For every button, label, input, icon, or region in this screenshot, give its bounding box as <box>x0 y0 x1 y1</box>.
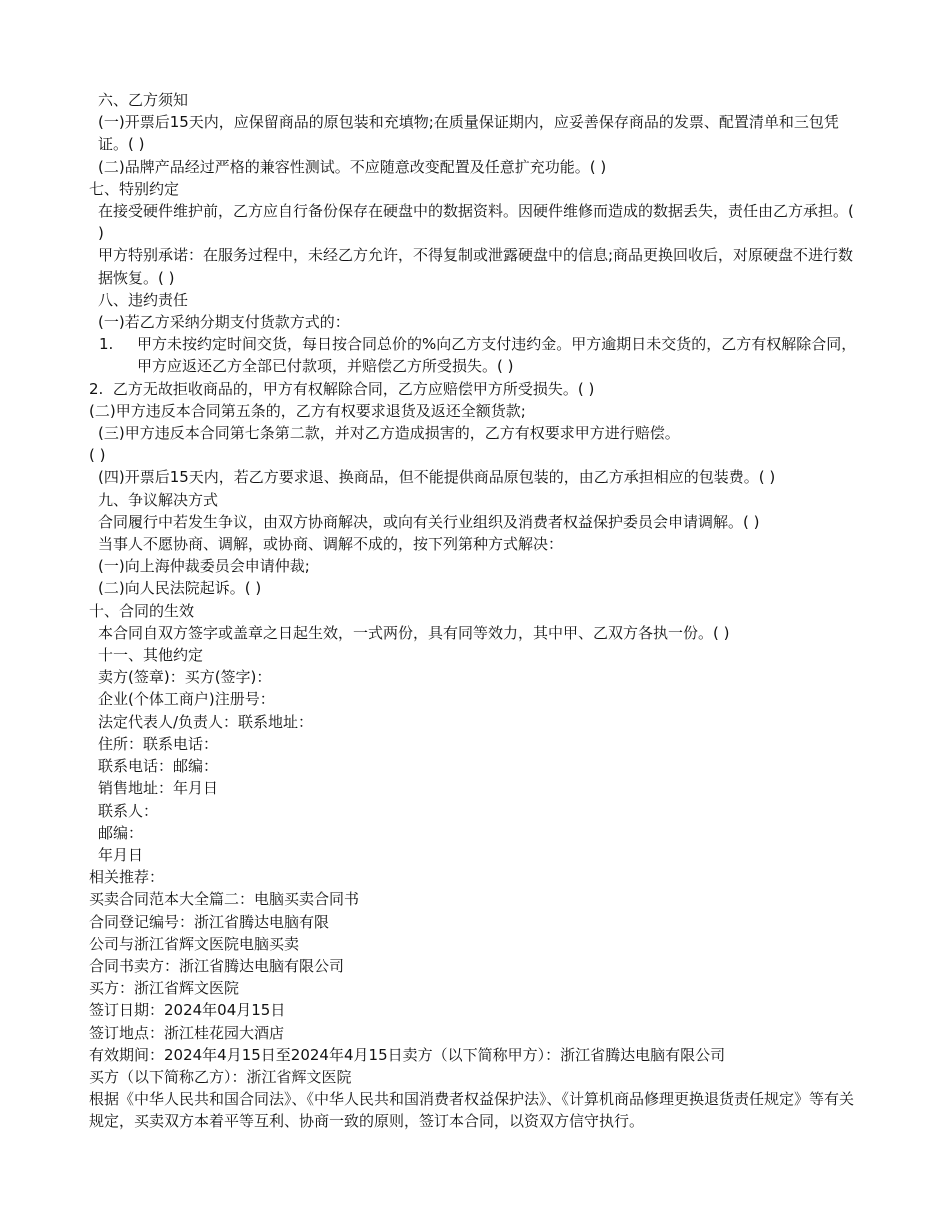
section-heading-6: 六、乙方须知 <box>98 91 189 109</box>
related-recommendations: 相关推荐： <box>89 868 165 887</box>
clause-8-3: (三)甲方违反本合同第七条第二款，并对乙方造成损害的，乙方有权要求甲方进行赔偿。 <box>98 424 680 443</box>
signing-place: 签订地点：浙江桂花园大酒店 <box>89 1023 285 1042</box>
validity-period: 有效期间：2024年4月15日至2024年4月15日卖方（以下简称甲方）：浙江省腾达电脑有限公司 <box>89 1045 726 1064</box>
section-heading-10: 十、合同的生效 <box>89 601 195 620</box>
contact-person: 联系人： <box>98 801 159 820</box>
contact-phone: 联系电话：邮编： <box>98 757 219 776</box>
document-body <box>89 89 861 1133</box>
contract-seller: 合同书卖方：浙江省腾达电脑有限公司 <box>89 956 345 975</box>
clause-9-2: 当事人不愿协商、调解，或协商、调解不成的，按下列第种方式解决： <box>98 535 564 554</box>
contract-registration-number: 合同登记编号：浙江省腾达电脑有限 <box>89 912 330 931</box>
clause-8-4: (四)开票后15天内，若乙方要求退、换商品，但不能提供商品原包装的，由乙方承担相应的包装费。( ) <box>98 468 776 487</box>
buyer-party-b: 买方（以下简称乙方）：浙江省辉文医院 <box>89 1067 352 1086</box>
clause-8-3-mark: ( ) <box>89 446 106 465</box>
clause-8-2: (二)甲方违反本合同第五条的，乙方有权要求退货及返还全额货款; <box>89 401 526 420</box>
clause-6-2: (二)品牌产品经过严格的兼容性测试。不应随意改变配置及任意扩充功能。( ) <box>98 157 607 176</box>
clause-7-2: 甲方特别承诺：在服务过程中，未经乙方允许，不得复制或泄露硬盘中的信息;商品更换回收后，对原硬盘不进行数据恢复。( ) <box>98 246 854 287</box>
contract-buyer: 买方：浙江省辉文医院 <box>89 979 240 998</box>
section-heading-7: 七、特别约定 <box>89 179 180 198</box>
date-line: 年月日 <box>98 845 144 864</box>
clause-6-1: (一)开票后15天内，应保留商品的原包装和充填物;在质量保证期内，应妥善保存商品的发票、配置清单和三包凭证。( ) <box>98 113 839 154</box>
contract-parties: 公司与浙江省辉文医院电脑买卖 <box>89 934 300 953</box>
legal-basis-paragraph: 根据《中华人民共和国合同法》、《中华人民共和国消费者权益保护法》、《计算机商品修理更换退货责任规定》等有关规定，买卖双方本着平等互利、协商一致的原则，签订本合同，以资双方信守执行。 <box>89 1090 855 1131</box>
postal-code: 邮编： <box>98 823 144 842</box>
clause-9-1: 合同履行中若发生争议，由双方协商解决，或向有关行业组织及消费者权益保护委员会申请调解。( ) <box>98 512 760 531</box>
clause-9-option-1: (一)向上海仲裁委员会申请仲裁; <box>98 557 310 576</box>
list-text: 甲方未按约定时间交货，每日按合同总价的%向乙方支付违约金。甲方逾期日未交货的，乙方有权解除合同，甲方应返还乙方全部已付款项，并赔偿乙方所受损失。( ) <box>137 335 857 376</box>
clause-8-1-item-2: 2. 乙方无故拒收商品的，甲方有权解除合同，乙方应赔偿甲方所受损失。( ) <box>89 379 595 398</box>
clause-10-1: 本合同自双方签字或盖章之日起生效，一式两份，具有同等效力，其中甲、乙双方各执一份。( ) <box>98 623 730 642</box>
registration-number: 企业(个体工商户)注册号： <box>98 690 275 709</box>
signature-seller-buyer: 卖方(签章)：买方(签字)： <box>98 668 272 687</box>
section-heading-8: 八、违约责任 <box>98 290 189 309</box>
section-heading-11: 十一、其他约定 <box>98 646 204 665</box>
clause-9-option-2: (二)向人民法院起诉。( ) <box>98 579 262 598</box>
sales-address: 销售地址：年月日 <box>98 779 219 798</box>
residence: 住所：联系电话： <box>98 734 219 753</box>
signing-date: 签订日期：2024年04月15日 <box>89 1001 286 1020</box>
list-number: 1. <box>99 335 114 354</box>
clause-7-1: 在接受硬件维护前，乙方应自行备份保存在硬盘中的数据资料。因硬件维修而造成的数据丢失，责任由乙方承担。( ) <box>98 202 859 243</box>
section-heading-9: 九、争议解决方式 <box>98 490 219 509</box>
contract-title-2: 买卖合同范本大全篇二：电脑买卖合同书 <box>89 890 360 909</box>
legal-representative: 法定代表人/负责人：联系地址： <box>98 712 314 731</box>
clause-8-1-item-1 <box>89 333 861 377</box>
clause-8-1: (一)若乙方采纳分期支付货款方式的： <box>98 313 350 332</box>
